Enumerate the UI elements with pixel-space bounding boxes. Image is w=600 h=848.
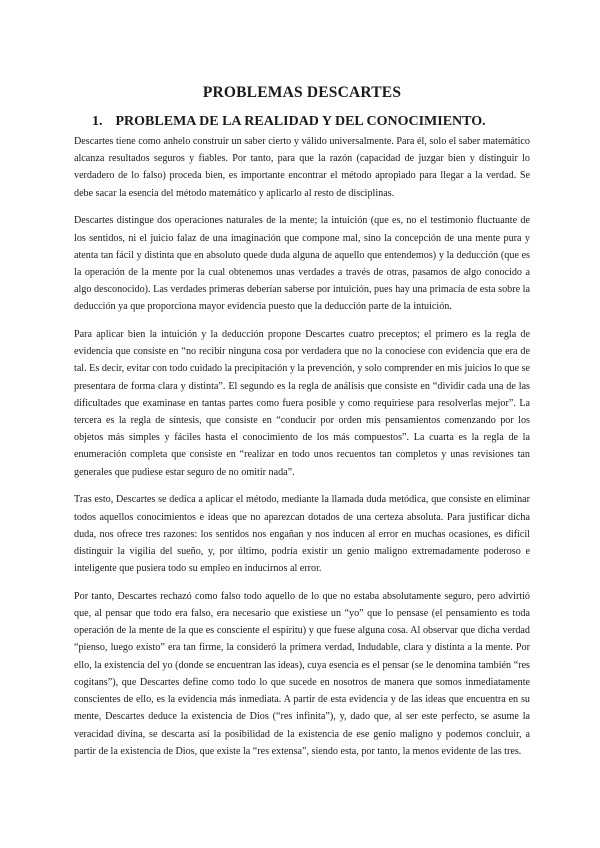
section-title: PROBLEMA DE LA REALIDAD Y DEL CONOCIMIENTO. [115,114,486,129]
paragraph-method: Descartes tiene como anhelo construir un saber cierto y válido universalmente. Para él, solo el saber matemático alcanza resultados seguros y fiables. Por tanto, para que la razón (capacidad de juzgar bien y distinguir lo verdadero de lo falso) proceda bien, es importante encontrar el método apropiado para llegar a la verdad. Se debe sacar la esencia del método matemático y aplicarlo al resto de disciplinas. [74,136,530,199]
section-number: 1. [92,114,103,129]
page-title: PROBLEMAS DESCARTES [202,84,402,101]
paragraph-intuition-deduction: Descartes distingue dos operaciones naturales de la mente; la intuición (que es, no el testimonio fluctuante de los sentidos, ni el juicio falaz de una imaginación que compone mal, sino la concepción de una mente pura y atenta tan fácil y distinta que en absoluto quede duda alguna de aquello que entendemos) y la deducción (que es la operación de la mente por la cual obtenemos unas verdades a través de otras, pasamos de algo conocido a algo desconocido). Las verdades primeras deberían saberse por intuición, pues hay una primacía de esta sobre la deducción ya que proporciona mayor evidencia puesto que la deducción parte de la intuición. [74,215,530,313]
document-page [74,84,530,770]
paragraph-four-precepts: Para aplicar bien la intuición y la deducción propone Descartes cuatro preceptos; el primero es la regla de evidencia que consiste en “no recibir ninguna cosa por verdadera que no la conociese con evidencia que era de tal. Es decir, evitar con todo cuidado la precipitación y la prevención, y solo comprender en mis juicios lo que se presentara de forma clara y distinta”. El segundo es la regla de análisis que consiste en “dividir cada una de las dificultades que examinase en tantas partes como fuera posible y como requiriese para resolverlas mejor”. La tercera es la regla de síntesis, que consiste en “conducir por orden mis pensamientos comenzando por los objetos más simples y fáciles hasta el conocimiento de los más compuestos”. La cuarta es la regla de la enumeración completa que consiste en “realizar en todo unos recuentos tan completos y unas revisiones tan generales que pudiese estar seguro de no omitir nada”. [74,329,530,478]
paragraph-cogito: Por tanto, Descartes rechazó como falso todo aquello de lo que no estaba absolutamente seguro, pero advirtió que, al pensar que todo era falso, era necesario que existiese un “yo” que lo pensase (el pensamiento es toda operación de la mente de la que es consciente el espíritu) y que fuese alguna cosa. Al observar que dicha verdad “pienso, luego existo” era tan firme, la consideró la primera verdad, Indudable, clara y distinta a la mente. Por ello, la existencia del yo (donde se encuentran las ideas), cuya esencia es el pensar (se le denomina también “res cogitans”), que Descartes define como todo lo que sucede en nosotros de manera que somos inmediatamente conscientes de ello, es la evidencia más inmediata. A partir de esta evidencia y de las ideas que encuentra en su mente, Descartes deduce la existencia de Dios (“res infinita”), y, dado que, al ser este perfecto, se asume la veracidad divina, se descarta así la posibilidad de la existencia de ese genio maligno y podemos concluir, a partir de la existencia de Dios, que existe la “res extensa”, siendo esta, por tanto, la menos evidente de las tres. [74,590,530,757]
paragraph-methodical-doubt: Tras esto, Descartes se dedica a aplicar el método, mediante la llamada duda metódica, que consiste en eliminar todos aquellos conocimientos e ideas que no aparezcan dotados de una certeza absoluta. Para justificar dicha duda, nos ofrece tres razones: los sentidos nos engañan y nos inducen al error en muchas ocasiones, es difícil distinguir la vigilia del sueño, y, por último, podría existir un genio maligno extremadamente poderoso e inteligente que pusiera todo su empleo en inducirnos al error. [74,494,530,575]
section-heading [92,114,530,130]
